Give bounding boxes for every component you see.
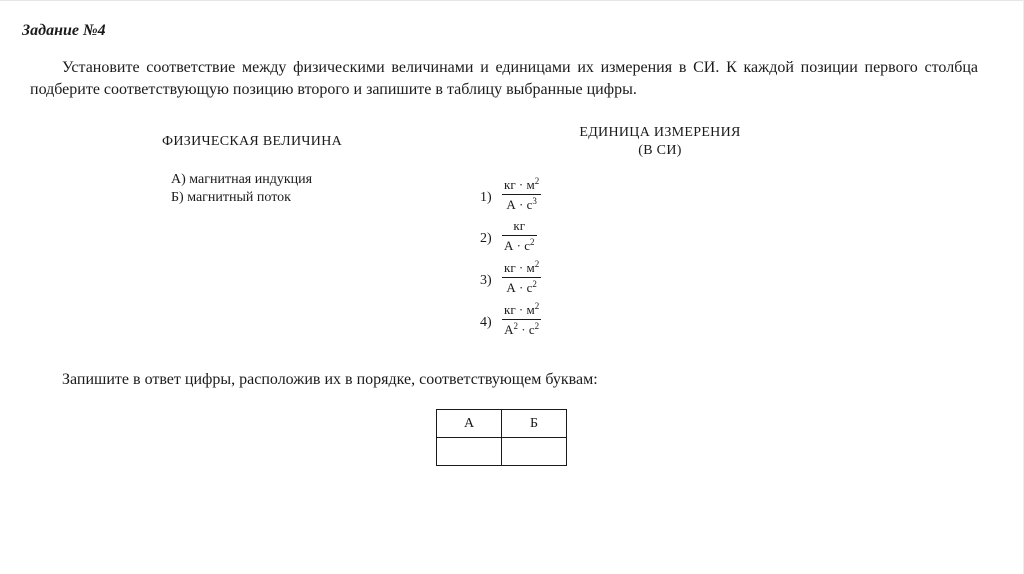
answer-header-a: А: [437, 410, 502, 438]
answer-table-header-row: [437, 410, 567, 438]
fraction-denominator: $А \cdot с^2$: [502, 277, 541, 296]
option-number: 4): [480, 315, 492, 330]
answer-prompt: Запишите в ответ цифры, расположив их в порядке, соответствующем буквам:: [62, 371, 598, 388]
task-title: Задание №4: [22, 22, 106, 39]
unit-heading-line1: ЕДИНИЦА ИЗМЕРЕНИЯ: [579, 125, 741, 140]
answer-cell-b[interactable]: [502, 438, 567, 466]
task-text: Установите соответствие между физическими величинами и единицами их измерения в СИ. К каждой позиции первого столбца подберите соответствующую позицию второго и запишите в таблицу выбранные цифры.: [30, 59, 978, 98]
option-number: 3): [480, 273, 492, 288]
fraction-denominator: $А \cdot с^3$: [502, 194, 541, 213]
unit-option-1: [480, 177, 590, 219]
answer-table-input-row: [437, 438, 567, 466]
answer-table: [436, 409, 567, 466]
unit-option-2: [480, 218, 590, 260]
unit-option-4: [480, 302, 590, 344]
fraction-numerator: кг: [513, 218, 526, 233]
option-number: 1): [480, 190, 492, 205]
fraction-numerator: кг · $м^2$: [504, 301, 540, 317]
unit-fraction: [502, 260, 541, 296]
fraction-numerator: кг · $м^2$: [504, 176, 540, 192]
unit-fraction: [502, 177, 541, 213]
fraction-denominator: $А \cdot с^2$: [504, 237, 535, 253]
unit-heading: [560, 124, 760, 160]
fraction-denominator: $А^2 \cdot с^2$: [502, 319, 541, 338]
quantity-item-a: А) магнитная индукция: [171, 172, 313, 187]
fraction-numerator: кг · $м^2$: [504, 259, 540, 275]
answer-cell-a[interactable]: [437, 438, 502, 466]
unit-option-3: [480, 260, 590, 302]
unit-fraction: [502, 302, 541, 338]
answer-header-b: Б: [502, 410, 567, 438]
option-number: 2): [480, 231, 492, 246]
unit-fraction: [502, 218, 537, 254]
top-border: [0, 0, 1024, 1]
unit-heading-line2: (В СИ): [638, 143, 682, 158]
quantity-item-b: Б) магнитный поток: [171, 190, 291, 205]
physical-quantity-heading: ФИЗИЧЕСКАЯ ВЕЛИЧИНА: [162, 134, 343, 149]
